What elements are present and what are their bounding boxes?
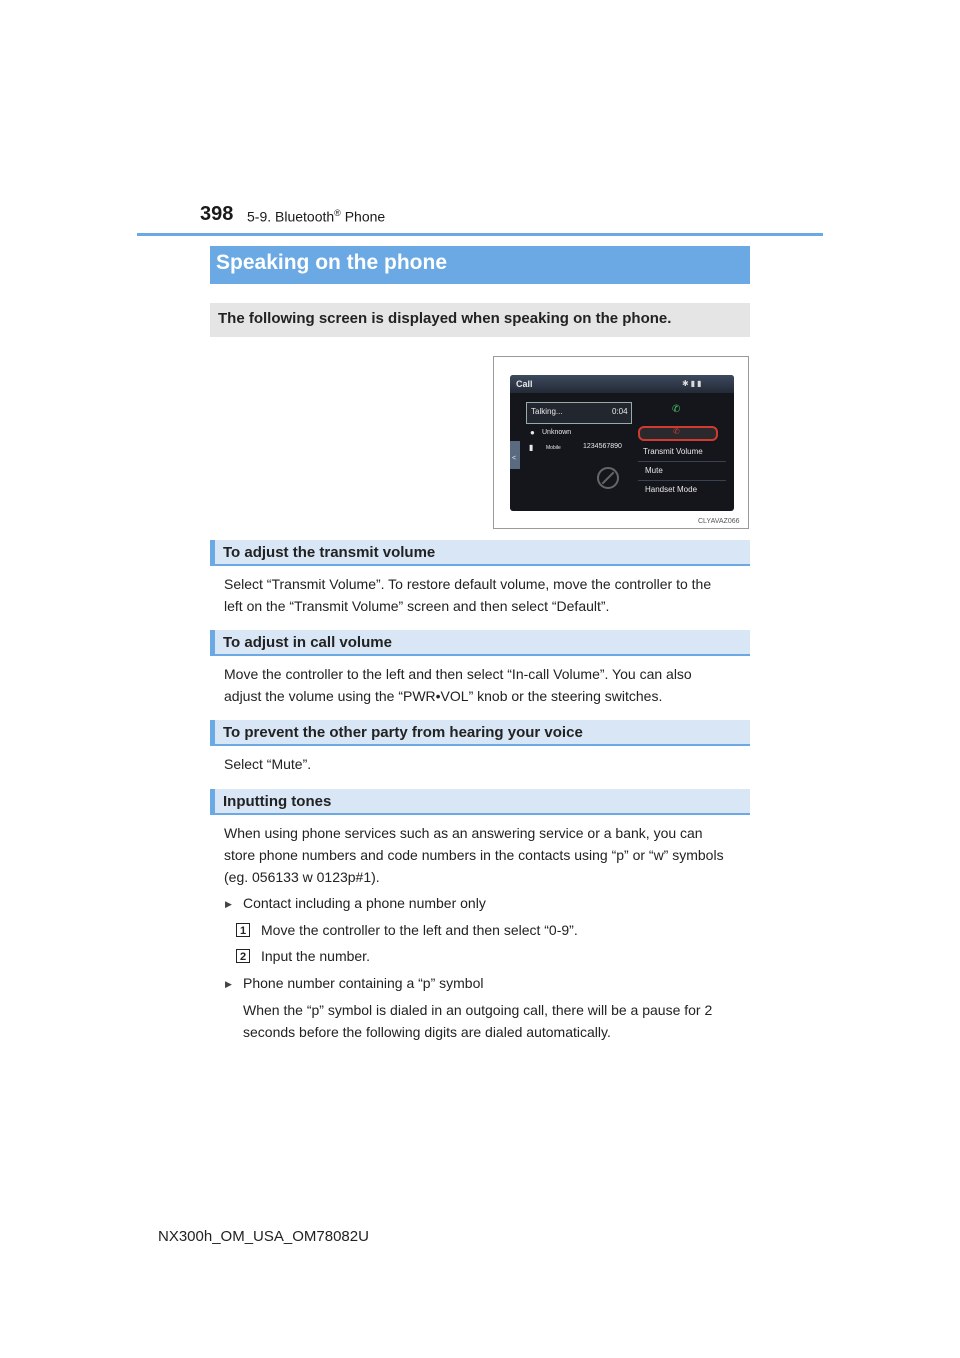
subheading-inputting-tones: Inputting tones: [223, 793, 332, 810]
call-time: 0:04: [612, 407, 628, 416]
body-text: (eg. 056133 w 0123p#1).: [224, 869, 380, 885]
body-text: Move the controller to the left and then select “In-call Volume”. You can also: [224, 666, 692, 682]
bullet-triangle-icon: ▶: [225, 899, 232, 909]
status-icons: ✱▮▮: [682, 379, 704, 388]
menu-handset-mode: Handset Mode: [645, 485, 698, 494]
step-text: Input the number.: [261, 948, 370, 964]
bullet-triangle-icon: ▶: [225, 979, 232, 989]
subheading-mute: To prevent the other party from hearing your voice: [223, 724, 583, 741]
body-text: adjust the volume using the “PWR•VOL” knob or the steering switches.: [224, 688, 663, 704]
phone-number: 1234567890: [583, 443, 622, 450]
chevron-left-icon: <: [512, 455, 517, 462]
bullet-text: Phone number containing a “p” symbol: [243, 975, 484, 991]
bullet-detail: seconds before the following digits are dialed automatically.: [243, 1024, 611, 1040]
registered-mark: ®: [334, 208, 341, 218]
menu-divider: [638, 461, 726, 462]
screen-title: Call: [516, 379, 533, 389]
body-text: Select “Mute”.: [224, 756, 312, 772]
section-suffix: Phone: [340, 208, 386, 225]
section-label: [247, 208, 385, 225]
body-text: left on the “Transmit Volume” screen and then select “Default”.: [224, 598, 610, 614]
mobile-icon: ▮: [529, 443, 534, 452]
contact-name: Unknown: [542, 429, 572, 436]
end-call-icon: ✆: [673, 427, 680, 436]
intro-text: The following screen is displayed when speaking on the phone.: [218, 310, 672, 327]
talking-label: Talking...: [531, 407, 563, 416]
page-title: Speaking on the phone: [216, 251, 448, 274]
bullet-detail: When the “p” symbol is dialed in an outgoing call, there will be a pause for 2: [243, 1002, 713, 1018]
header-rule: [137, 233, 823, 236]
person-icon: ●: [530, 428, 535, 437]
figure-code: CLYAVAZ066: [698, 518, 740, 525]
step-number: 1: [236, 923, 250, 937]
step-text: Move the controller to the left and then select “0-9”.: [261, 922, 578, 938]
body-text: store phone numbers and code numbers in the contacts using “p” or “w” symbols: [224, 847, 724, 863]
subheading-in-call-volume: To adjust in call volume: [223, 634, 392, 651]
body-text: Select “Transmit Volume”. To restore default volume, move the controller to the: [224, 576, 712, 592]
bullet-text: Contact including a phone number only: [243, 895, 486, 911]
phone-icon: ✆: [672, 404, 681, 415]
step-number: 2: [236, 949, 250, 963]
call-screen-illustration: [510, 375, 734, 511]
menu-mute: Mute: [645, 466, 663, 475]
subheading-transmit-volume: To adjust the transmit volume: [223, 544, 436, 561]
page-number: 398: [200, 203, 234, 225]
body-text: When using phone services such as an answering service or a bank, you can: [224, 825, 703, 841]
mobile-label: Mobile: [546, 445, 561, 451]
section-prefix: 5-9. Bluetooth: [247, 208, 335, 225]
footer-doc-id: NX300h_OM_USA_OM78082U: [158, 1228, 369, 1245]
menu-transmit-volume: Transmit Volume: [643, 447, 703, 456]
menu-divider: [638, 480, 726, 481]
